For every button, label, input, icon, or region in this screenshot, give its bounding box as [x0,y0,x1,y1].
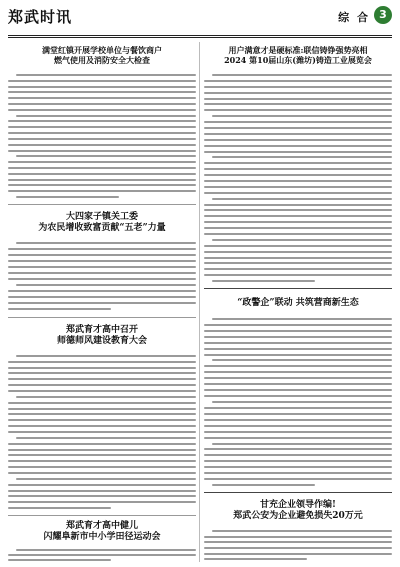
article-headline [204,46,392,65]
body-text-line [212,115,392,117]
headline-line: 闪耀阜新市中小学田径运动会 [43,531,161,542]
body-text-line [16,74,196,76]
masthead-rule [8,35,392,36]
article-headline [8,46,196,65]
body-text-line [204,127,392,129]
body-text-line [16,242,196,244]
body-text-line [204,121,392,123]
body-text-line [204,336,392,338]
body-text-line [212,484,315,486]
article-body-text [204,528,392,562]
body-text-line [204,478,392,480]
body-text-line [204,324,392,326]
body-text-line [8,402,196,404]
article-headline [8,325,196,347]
body-text-line [212,318,392,320]
body-text-line [204,221,392,223]
article-track-meet [8,521,196,543]
page-number-badge: 3 [374,6,392,24]
body-text-line [204,395,392,397]
body-text-line [204,553,392,555]
body-text-line [8,278,196,280]
body-text-line [204,209,392,211]
body-text-line [16,155,196,157]
body-text-line [204,233,392,235]
headline-line: 2024 第10届山东(潍坊)铸造工业展览会 [224,54,372,65]
body-text-line [204,227,392,229]
article-body-text [204,316,392,488]
body-text-line [204,139,392,141]
article-foundry-expo [204,46,392,65]
body-text-line [204,541,392,543]
body-text-line [212,74,392,76]
body-text-line [8,554,196,556]
body-text-line [8,161,196,163]
body-text-line [204,383,392,385]
body-text-line [204,109,392,111]
article-headline [204,500,392,522]
body-text-line [8,109,196,111]
body-text-line [204,262,392,264]
body-text-line [212,198,392,200]
body-text-line [8,466,196,468]
left-column [8,42,196,562]
body-text-line [204,162,392,164]
body-text-line [16,396,196,398]
body-text-line [212,401,392,403]
body-text-line [8,167,196,169]
body-text-line [8,419,196,421]
body-text-line [204,215,392,217]
body-text-line [204,168,392,170]
body-text-line [16,196,119,198]
body-text-line [16,437,196,439]
article-body-text [204,72,392,284]
body-text-line [204,389,392,391]
article-body-text [8,353,196,511]
body-text-line [204,180,392,182]
body-text-line [8,413,196,415]
headline-line: 甘充企业领导作编! [260,500,336,510]
article-fraud-prevention [204,500,392,522]
body-text-line [8,484,196,486]
body-text-line [8,384,196,386]
body-text-line [8,91,196,93]
body-text-line [8,132,196,134]
body-text-line [8,80,196,82]
body-text-line [8,431,196,433]
body-text-line [204,204,392,206]
article-separator [8,317,196,318]
body-text-line [8,290,196,292]
article-body-text [8,72,196,200]
body-text-line [204,536,392,538]
body-text-line [8,179,196,181]
body-text-line [204,251,392,253]
article-headline [8,521,196,543]
headline-line: 大四家子镇关工委 [65,212,138,222]
article-separator [204,288,392,289]
body-text-line [8,302,196,304]
body-text-line [8,460,196,462]
body-text-line [204,186,392,188]
body-text-line [204,92,392,94]
body-text-line [8,501,196,503]
body-text-line [8,443,196,445]
headline-line: 为农民增收致富贡献“五老”力量 [38,222,166,233]
body-text-line [8,190,196,192]
article-separator [8,515,196,516]
body-text-line [8,184,196,186]
body-text-line [204,425,392,427]
body-text-line [8,86,196,88]
section-label: 综 合 [338,11,370,24]
body-text-line [204,454,392,456]
body-text-line [204,145,392,147]
body-text-line [8,126,196,128]
article-body-text [8,240,196,312]
body-text-line [204,354,392,356]
body-text-line [204,192,392,194]
headline-line: 师德师风建设教育大会 [56,335,147,346]
body-text-line [8,449,196,451]
body-text-line [204,466,392,468]
article-police-enterprise [204,298,392,309]
body-text-line [204,448,392,450]
article-separator [8,204,196,205]
article-teacher-ethics [8,325,196,347]
body-text-line [204,547,392,549]
masthead [8,6,392,38]
body-text-line [212,280,315,282]
body-text-line [204,348,392,350]
body-text-line [8,408,196,410]
body-text-line [212,530,392,532]
headline-line: 郑武育才高中召开 [65,325,138,335]
body-text-line [8,260,196,262]
body-text-line [204,98,392,100]
body-text-line [8,361,196,363]
article-headline [8,212,196,234]
body-text-line [8,425,196,427]
body-text-line [8,173,196,175]
body-text-line [8,120,196,122]
body-text-line [8,378,196,380]
body-text-line [204,558,307,560]
body-text-line [8,490,196,492]
body-text-line [8,308,111,310]
body-text-line [212,239,392,241]
body-text-line [204,431,392,433]
body-text-line [16,115,196,117]
article-fire-safety [8,46,196,65]
body-text-line [204,407,392,409]
body-text-line [204,419,392,421]
body-text-line [16,284,196,286]
body-text-line [204,371,392,373]
headline-line: 燃气使用及消防安全大检查 [54,54,150,65]
body-text-line [204,80,392,82]
body-text-line [8,150,196,152]
headline-line: 郑武公安为企业避免损失20万元 [233,510,363,521]
column-divider [199,42,200,562]
body-text-line [204,437,392,439]
body-text-line [8,390,196,392]
body-text-line [8,367,196,369]
body-text-line [16,549,196,551]
article-headline: “政警企”联动 共筑营商新生态 [237,298,359,308]
article-guan-gong-wei [8,212,196,234]
headline-line: 郑武育才高中健儿 [65,521,138,531]
body-text-line [204,151,392,153]
body-text-line [204,342,392,344]
headline-line: 用户满意才是硬标准:联信铸铮强势亮相 [228,45,368,55]
masthead-rule-secondary [8,37,392,38]
body-text-line [16,355,196,357]
body-text-line [8,507,111,509]
body-text-line [204,460,392,462]
body-text-line [204,257,392,259]
body-text-line [8,248,196,250]
body-text-line [212,443,392,445]
body-text-line [8,97,196,99]
body-text-line [8,495,196,497]
body-text-line [204,86,392,88]
body-text-line [204,472,392,474]
body-text-line [204,103,392,105]
body-text-line [204,365,392,367]
body-text-line [212,156,392,158]
article-body-text [8,548,196,562]
body-text-line [204,268,392,270]
headline-line: 满堂红镇开展学校单位与餐饮商户 [42,45,162,55]
article-separator [204,492,392,493]
body-text-line [8,144,196,146]
body-text-line [8,454,196,456]
body-text-line [8,559,111,561]
body-text-line [8,272,196,274]
body-text-line [8,296,196,298]
body-text-line [8,472,196,474]
body-text-line [204,377,392,379]
body-text-line [8,103,196,105]
body-text-line [8,138,196,140]
body-text-line [204,245,392,247]
body-text-line [204,133,392,135]
masthead-logo: 郑武时讯 [8,8,73,26]
body-text-line [204,413,392,415]
body-text-line [204,174,392,176]
body-text-line [212,359,392,361]
body-text-line [204,274,392,276]
body-text-line [16,478,196,480]
body-text-line [8,266,196,268]
right-column [204,42,392,562]
body-text-line [8,372,196,374]
body-text-line [8,254,196,256]
body-text-line [204,330,392,332]
